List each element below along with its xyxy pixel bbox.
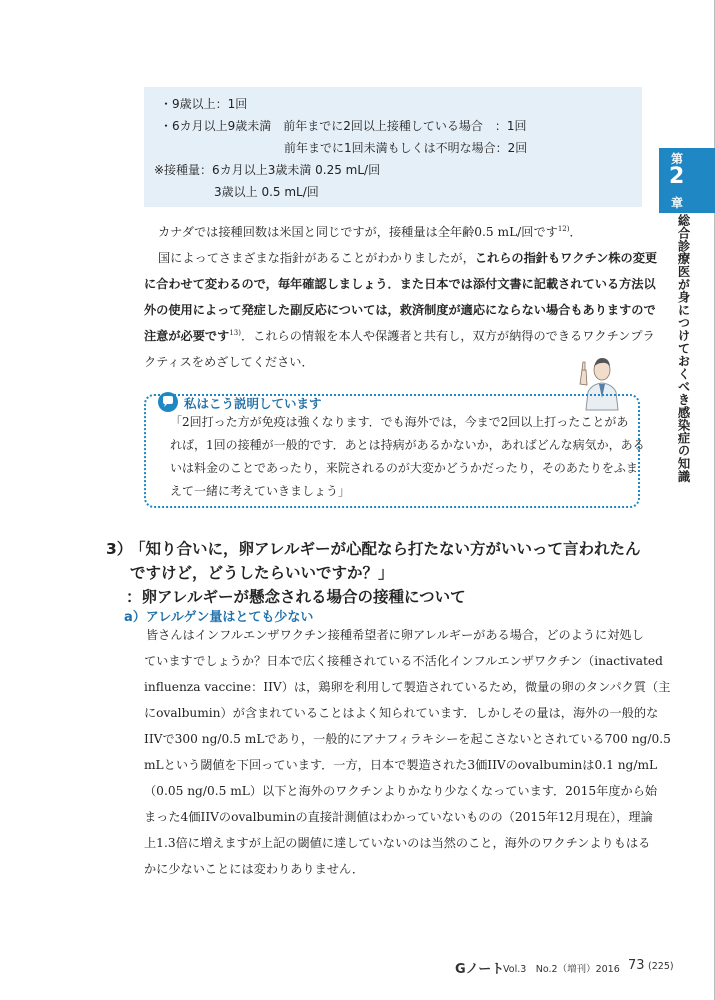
- callout-title: 私はこう説明しています: [184, 396, 322, 411]
- subsection-a-heading: a）アレルゲン量はとても少ない: [124, 610, 314, 625]
- para2-l4-bold: 注意が必要です: [144, 329, 230, 343]
- para3-line: mLという閾値を下回っています．一方，日本で製造された3価IIVのovalbuminは0.1 ng/mL: [144, 758, 658, 772]
- para2-l4-normal: ．これらの情報を本人や保護者と共有し，双方が納得のできるワクチンプラ: [240, 329, 655, 343]
- para3-line: （0.05 ng/0.5 mL）以下と海外のワクチンよりかなり少なくなっています．2015年度から始: [144, 784, 658, 798]
- section-3-line-1: 「知り合いに，卵アレルギーが心配なら打たない方がいいって言われたん: [130, 540, 641, 558]
- callout-quote: [170, 411, 645, 503]
- paragraph-guidelines: [144, 245, 658, 375]
- paragraph-egg-allergy: [144, 622, 671, 882]
- para2-l1-bold: これらの指針もワクチン株の変更: [474, 251, 658, 265]
- para3-line: ていますでしょうか？日本で広く接種されている不活化インフルエンザワクチン（inactivated: [144, 654, 663, 668]
- para2-l1-normal: 国によってさまざまな指針があることがわかりましたが，: [158, 251, 475, 265]
- footer-page: [628, 958, 674, 973]
- para3-line: かに少ないことには変わりありません．: [144, 862, 365, 876]
- page-number: 73: [628, 958, 645, 973]
- para3-line: IIVで300 ng/0.5 mLであり，一般的にアナフィラキシーを起こさないとされている700 ng/0.5: [144, 732, 671, 746]
- para3-line: 皆さんはインフルエンザワクチン接種希望者に卵アレルギーがある場合，どのように対処し: [146, 628, 644, 642]
- callout-line-3: いは料金のことであったり，来院されるのが大変かどうかだったり，そのあたりをふま: [170, 461, 638, 475]
- dosage-info-box: [144, 87, 642, 207]
- section-number: 3）: [106, 540, 133, 558]
- callout-line-2: れば，1回の接種が一般的です．あとは持病があるかないか，あればどんな病気か，ある: [170, 438, 645, 452]
- dosage-line-3: 前年までに1回未満もしくは不明な場合：2回: [284, 141, 528, 155]
- section-3-line-3: ：卵アレルギーが懸念される場合の接種について: [126, 588, 466, 606]
- journal-name: Gノート: [455, 962, 505, 977]
- para2-l2-bold: に合わせて変わるので，毎年確認しましょう．また日本では添付文書に記載されている方法以: [144, 277, 656, 291]
- dosage-line-2: ・6カ月以上9歳未満 前年までに2回以上接種している場合 ：1回: [160, 119, 527, 133]
- para1-text: カナダでは接種回数は米国と同じですが，接種量は全年齢0.5 mL/回です: [158, 225, 558, 239]
- speech-bubble-icon: [158, 392, 178, 412]
- chapter-sho: 章: [671, 196, 684, 210]
- paragraph-canada: [144, 219, 644, 245]
- para3-line: 上1.3倍に増えますが上記の閾値に達していないのは当然のこと，海外のワクチンよりもはる: [144, 836, 651, 850]
- dosage-line-4: ※接種量：6カ月以上3歳未満 0.25 mL/回: [154, 163, 381, 177]
- footer-journal: [455, 958, 504, 977]
- para1-end: ．: [569, 225, 582, 239]
- para2-l3-bold: 外の使用によって発症した副反応については，救済制度が適応にならない場合もありますので: [144, 303, 656, 317]
- dosage-line-5: 3歳以上 0.5 mL/回: [214, 185, 319, 199]
- citation-13: 13): [229, 328, 241, 337]
- page-number-total: (225): [648, 961, 674, 972]
- callout-line-4: えて一緒に考えていきましょう」: [170, 484, 351, 498]
- chapter-dai: 第: [671, 152, 684, 166]
- para3-line: influenza vaccine：IIV）は，鶏卵を利用して製造されているため，微量の卵のタンパク質（主: [144, 680, 671, 694]
- dosage-line-1: ・9歳以上：1回: [160, 97, 248, 111]
- para3-line: まった4価IIVのovalbuminの直接計測値はわかっていないものの（2015年12月現在），理論: [144, 810, 653, 824]
- chapter-number: 2: [669, 164, 685, 189]
- section-3-line-2: ですけど，どうしたらいいですか？」: [130, 564, 394, 582]
- callout-line-1: 「2回打った方が免疫は強くなります．でも海外では，今まで2回以上打ったことがあ: [170, 415, 629, 429]
- para2-l5-normal: クティスをめざしてください．: [144, 355, 314, 369]
- footer-volume: Vol.3 No.2（増刊）2016: [503, 964, 620, 975]
- chapter-tab: [659, 148, 715, 213]
- citation-12: 12): [557, 224, 570, 233]
- para3-line: にovalbumin）が含まれていることはよく知られています．しかしその量は，海外の一般的な: [144, 706, 659, 720]
- chapter-title: 総合診療医が身につけておくべき感染症の知識: [676, 214, 690, 483]
